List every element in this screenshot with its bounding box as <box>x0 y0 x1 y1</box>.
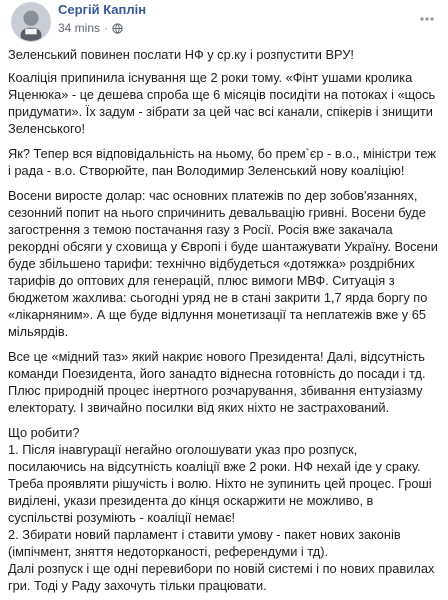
post-paragraph: Як? Тепер вся відповідальність на ньому, бо прем`єр - в.о., міністри теж і рада - в.о. Створюйте, пан Володимир Зеленський нову коаліцію! <box>8 146 436 178</box>
public-globe-icon[interactable] <box>112 23 123 34</box>
post-paragraph: Коаліція припинила існування ще 2 роки тому. «Фінт ушами кролика Яценюка» - це дешева спроба ще 6 місяців посидіти на потоках і «щось придумати». Їх задум - зібрати за цей час всі канали, спікерів і знищити Зеленського! <box>8 70 436 136</box>
post-paragraph: Восени виросте долар: час основних платежів по дер зобов'язаннях, сезонний попит на нього спричинить девальвацію гривні. Восени буде загострення з темою постачання газу з Росії. Росія вже закачала рекордні обсяги у сховища у Європі і буде шантажувати Україну. Восени буде збільшено тарифи: технічно відбудеться «дотяжка» роздрібних тарифів до оптових для генерацій, плюс вимоги МВФ. Ситуація з бюджетом жахлива: сьогодні уряд не в стані закрити 1,7 ярда боргу по «лікарняним». А ще буде відлуння монетизації та неплатежів вже у 65 мільярдів. <box>8 188 438 339</box>
post-meta <box>58 21 123 35</box>
post-timestamp[interactable]: 34 mins <box>58 21 101 35</box>
author-name[interactable]: Сергій Каплін <box>58 2 147 17</box>
post-header <box>8 0 438 46</box>
more-options-icon[interactable] <box>418 10 436 28</box>
post-body <box>8 46 438 594</box>
post-paragraph: Зеленський повинен послати НФ у ср.ку і розпустити ВРУ! <box>8 47 354 62</box>
author-avatar[interactable] <box>11 2 51 42</box>
post-paragraph: Що робити? 1. Після інавгурації негайно оголошувати указ про розпуск, посилаючись на відсутність коаліції вже 2 роки. НФ нехай іде у сраку. Треба проявляти рішучість і волю. Ніхто не зупинить цей процес. Гроші виділені, укази президента до кінця оскаржити не можливо, в суспільстві розуміють - коаліції немає! 2. Збирати новий парламент і ставити умову - пакет нових законів (імпічмент, зняття недоторканості, референдуми і тд). Далі розпуск і ще одні перевибори по новій системі і по нових правилах гри. Тоді у Раду захочуть тільки працювати. <box>8 425 435 593</box>
meta-separator: · <box>104 21 109 35</box>
post-paragraph: Все це «мідний таз» який накриє нового Президента! Далі, відсутність команди Поезидента, його занадто віднесна готовність до посади і тд. Плюс природній процес інертного розчарування, збивання ентузіазму електорату. І звичайно посилки від яких ніхто не застрахований. <box>8 349 426 415</box>
